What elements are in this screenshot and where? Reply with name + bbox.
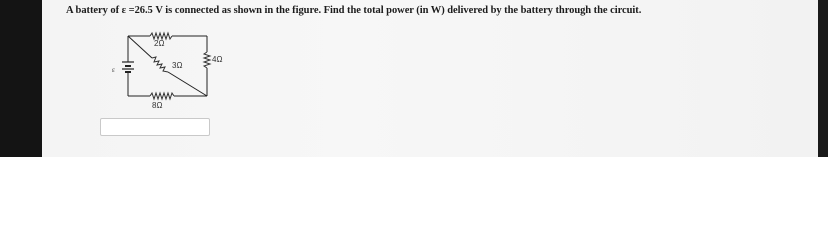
right-dark-margin	[818, 0, 828, 157]
answer-input[interactable]	[100, 118, 210, 136]
circuit-diagram	[104, 24, 234, 114]
resistor-diagonal-symbol	[152, 57, 168, 72]
label-emf: ε	[112, 66, 115, 74]
resistor-bottom-symbol	[150, 93, 174, 99]
battery-symbol	[122, 62, 134, 72]
label-2-ohm: 2Ω	[154, 39, 165, 48]
question-text: A battery of ε =26.5 V is connected as shown in the figure. Find the total power (in W) delivered by the battery through the circuit.	[66, 5, 642, 16]
label-8-ohm: 8Ω	[152, 101, 163, 110]
label-4-ohm: 4Ω	[212, 55, 223, 64]
left-dark-margin	[0, 0, 42, 157]
label-3-ohm: 3Ω	[172, 61, 183, 70]
resistor-right-symbol	[204, 52, 210, 68]
